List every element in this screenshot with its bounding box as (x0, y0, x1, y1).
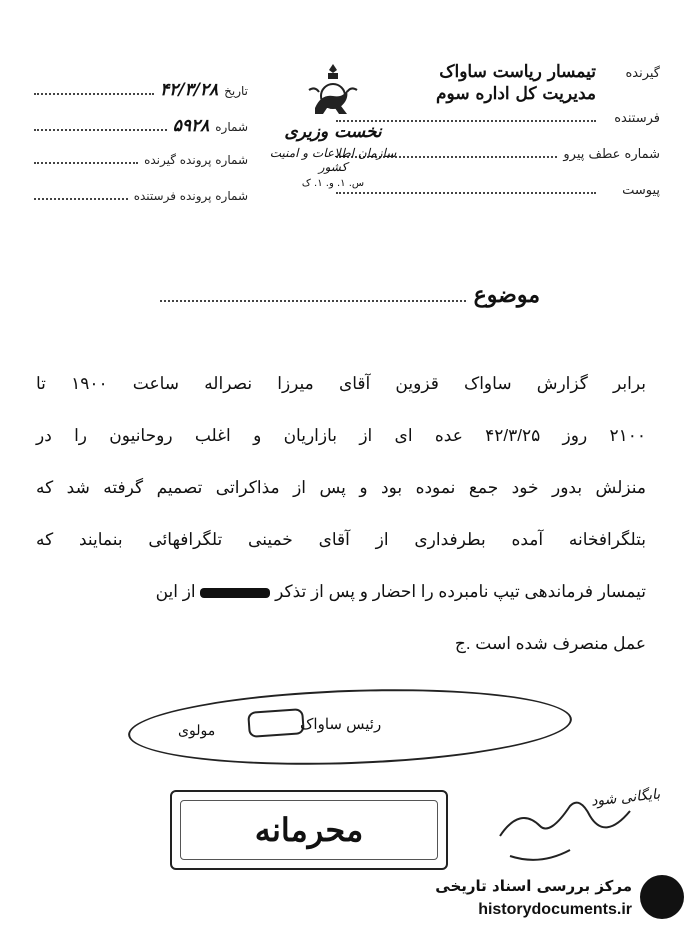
number-dots (34, 119, 167, 131)
number-label: شماره (215, 120, 248, 134)
org-line2: سازمان اطلاعات و امنیت کشور (269, 146, 397, 174)
body-line-3: منزلش بدور خود جمع نموده بود و پس از مذاکراتی تصمیم گرفته شد که (36, 478, 646, 497)
subject-label: موضوع (473, 282, 540, 308)
sender-file-row (28, 188, 248, 224)
reference-label: شماره عطف پیرو (563, 147, 660, 162)
watermark (384, 871, 684, 929)
handwritten-note (480, 776, 670, 876)
recipient-file-row (28, 152, 248, 188)
org-line1: نخست وزیری (284, 122, 382, 142)
body-line-1: برابر گزارش ساواک قزوین آقای میرزا نصراله ساعت ۱۹۰۰ تا (36, 374, 646, 393)
body-line-5-tail: از این (155, 582, 196, 601)
org-line3: س. ۱. و. ۱. ک (301, 178, 365, 189)
date-label: تاریخ (224, 84, 248, 98)
date-value: ۴۲/۳/۲۸ (160, 80, 219, 100)
date-dots (34, 83, 154, 95)
emblem (268, 60, 398, 220)
body-line-4: بتلگرافخانه آمده بطرفداری از آقای خمینی تلگرافهائی بنمایند که (36, 530, 646, 549)
confidential-stamp (170, 790, 448, 870)
watermark-url: historydocuments.ir (478, 901, 632, 918)
stamp-text: محرمانه (254, 811, 364, 849)
number-value: ۵۹۲۸ (172, 116, 210, 136)
department-value: مدیریت کل اداره سوم (436, 84, 596, 104)
subject-dots (160, 286, 466, 302)
attachment-label: پیوست (622, 183, 660, 198)
sender-file-label: شماره پرونده فرستنده (133, 189, 248, 203)
signature-title: رئیس ساواک (300, 716, 382, 733)
date-row (28, 80, 248, 116)
subject-row (160, 282, 540, 308)
body-line-6: عمل منصرف شده است .ج (454, 634, 646, 653)
sender-file-dots (34, 188, 128, 200)
body-line-2: ۲۱۰۰ روز ۴۲/۳/۲۵ عده ای از بازاریان و اغلب روحانیون را در (36, 426, 647, 445)
recipient-file-label: شماره پرونده گیرنده (144, 153, 248, 167)
handwritten-note-text: بایگانی شود (590, 786, 661, 810)
body-line-5 (36, 566, 646, 618)
signature-box (247, 708, 305, 738)
body-text (36, 358, 646, 670)
body-line-5-text: تیمسار فرماندهی تیپ نامبرده را احضار و پس از تذکر (275, 582, 646, 601)
lion-and-sun-emblem-icon (303, 60, 363, 122)
redaction-mark (200, 588, 270, 598)
header-left (28, 80, 248, 224)
number-row (28, 116, 248, 152)
recipient-label: گیرنده (625, 66, 660, 81)
recipient-file-dots (34, 152, 138, 164)
watermark-title: مرکز بررسی اسناد تاریخی (435, 877, 632, 895)
sender-label: فرستنده (614, 111, 660, 126)
signature-name: مولوی (178, 722, 216, 738)
recipient-value: تیمسار ریاست ساواک (439, 62, 596, 82)
archive-logo-icon (640, 875, 684, 919)
stamp-inner (180, 800, 438, 860)
